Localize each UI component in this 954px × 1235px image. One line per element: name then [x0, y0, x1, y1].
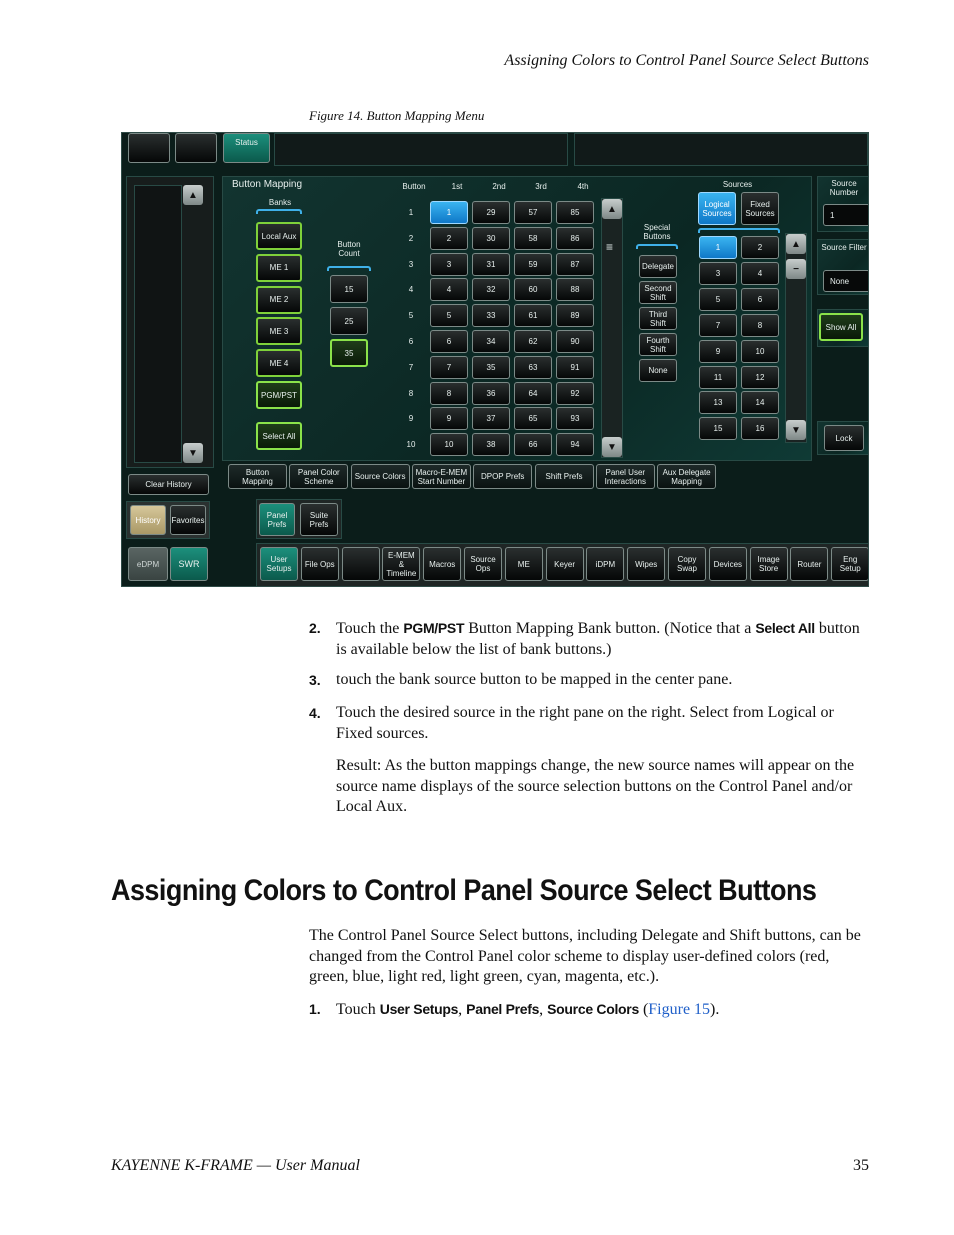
grid-cell-button[interactable]: 34 — [472, 330, 510, 353]
bottom-bar-button[interactable]: Devices — [709, 547, 747, 581]
step-1-number: 1. — [309, 1001, 321, 1017]
source-filter-label: Source Filter — [821, 243, 867, 252]
running-head: Assigning Colors to Control Panel Source Select Buttons — [504, 52, 869, 69]
sources-bracket — [698, 228, 780, 233]
grid-cell-button[interactable]: 10 — [430, 433, 468, 456]
status-label: Status — [235, 138, 258, 147]
source-button[interactable]: 7 — [699, 314, 737, 337]
step-3-number: 3. — [309, 672, 321, 688]
source-button[interactable]: 12 — [741, 366, 779, 389]
grid-cell-button[interactable]: 30 — [472, 227, 510, 250]
tab-button[interactable]: Source Colors — [351, 464, 410, 489]
sources-scroll-down-icon[interactable]: ▼ — [786, 420, 806, 440]
bottom-bar-button[interactable]: Source Ops — [464, 547, 502, 581]
grid-cell-button[interactable]: 4 — [430, 278, 468, 301]
step-3-text: touch the bank source button to be mapped in the center pane. — [336, 671, 733, 688]
grid-cell-button[interactable]: 86 — [556, 227, 594, 250]
grid-cell-button[interactable]: 93 — [556, 407, 594, 430]
special-button[interactable]: Delegate — [639, 255, 677, 278]
grid-cell-button[interactable]: 59 — [514, 253, 552, 276]
step-4-text: Touch the desired source in the right pane on the right. Select from Logical or Fixed sources. — [336, 704, 834, 742]
section-paragraph: The Control Panel Source Select buttons, including Delegate and Shift buttons, can be changed from the Control Panel color scheme to display user-defined colors (red, green, blue, light red, light green, cyan, magenta, etc.). — [309, 927, 861, 985]
edpm-button[interactable]: eDPM — [128, 547, 168, 581]
source-button[interactable]: 15 — [699, 417, 737, 440]
button-mapping-screenshot — [121, 132, 869, 587]
fixed-sources-button[interactable]: Fixed Sources — [741, 192, 779, 225]
grid-row-number: 4 — [408, 285, 414, 295]
sources-minus-icon[interactable]: − — [786, 259, 806, 279]
grid-cell-button[interactable]: 60 — [514, 278, 552, 301]
tab-button[interactable]: DPOP Prefs — [473, 464, 532, 489]
grid-cell-button[interactable]: 66 — [514, 433, 552, 456]
grid-column-header: 1st — [451, 182, 463, 191]
grid-row-number: 7 — [408, 362, 414, 372]
select-all-label: Select All — [755, 620, 815, 636]
source-colors-label: Source Colors — [547, 1001, 639, 1017]
grid-cell-button[interactable]: 31 — [472, 253, 510, 276]
grid-cell-button[interactable]: 38 — [472, 433, 510, 456]
source-button[interactable]: 8 — [741, 314, 779, 337]
panel-prefs-tab[interactable]: Panel Prefs — [259, 503, 295, 536]
special-button[interactable]: Fourth Shift — [639, 333, 677, 356]
step-1-close: ). — [710, 1001, 720, 1018]
grid-row-number: 3 — [408, 259, 414, 269]
status-button[interactable] — [223, 133, 270, 163]
grid-cell-button[interactable]: 90 — [556, 330, 594, 353]
step-2-post: button is available below the list of bank buttons.) — [336, 620, 860, 658]
bottom-bar-button[interactable]: E-MEM & Timeline — [382, 547, 420, 581]
grid-cell-button[interactable]: 8 — [430, 382, 468, 405]
grid-row-number: 10 — [406, 440, 416, 450]
bank-button[interactable]: ME 2 — [256, 286, 302, 314]
suite-prefs-tab[interactable]: Suite Prefs — [300, 503, 338, 536]
tab-button[interactable]: Panel Color Scheme — [289, 464, 348, 489]
grid-cell-button[interactable]: 85 — [556, 201, 594, 224]
bank-button[interactable]: Local Aux — [256, 222, 302, 250]
grid-cell-button[interactable]: 3 — [430, 253, 468, 276]
bottom-bar-button[interactable]: Keyer — [546, 547, 584, 581]
grid-cell-button[interactable]: 9 — [430, 407, 468, 430]
bank-button[interactable]: ME 3 — [256, 317, 302, 345]
source-button[interactable]: 5 — [699, 288, 737, 311]
panel-title: Button Mapping — [232, 179, 303, 190]
grid-cell-button[interactable]: 64 — [514, 382, 552, 405]
bottom-bar-button[interactable]: Router — [790, 547, 828, 581]
grid-cell-button[interactable]: 91 — [556, 356, 594, 379]
source-number-field[interactable]: 1 — [823, 204, 869, 226]
step-4-number: 4. — [309, 705, 321, 721]
top-display-1 — [274, 133, 568, 166]
grid-cell-button[interactable]: 94 — [556, 433, 594, 456]
source-button[interactable]: 4 — [741, 262, 779, 285]
source-button[interactable]: 10 — [741, 340, 779, 363]
pgm-pst-label: PGM/PST — [403, 620, 465, 636]
favorites-button[interactable]: Favorites — [170, 505, 206, 535]
select-all-button[interactable]: Select All — [256, 422, 302, 450]
source-button[interactable]: 14 — [741, 391, 779, 414]
source-button[interactable]: 2 — [741, 236, 779, 259]
grid-scroll-up-icon[interactable]: ▲ — [602, 199, 622, 219]
special-button[interactable]: None — [639, 359, 677, 382]
bank-button[interactable]: PGM/PST — [256, 381, 302, 409]
figure-15-link[interactable]: Figure 15 — [648, 1001, 711, 1018]
grid-column-header: Button — [402, 182, 426, 191]
bottom-bar-button[interactable]: Wipes — [627, 547, 665, 581]
special-button[interactable]: Third Shift — [639, 307, 677, 330]
bottom-bar-button[interactable]: User Setups — [260, 547, 298, 581]
show-all-button[interactable]: Show All — [819, 313, 863, 341]
banks-bracket — [256, 209, 302, 214]
bottom-bar-button[interactable]: Copy Swap — [668, 547, 706, 581]
grid-row-number: 2 — [408, 233, 414, 243]
bottom-bar-button[interactable]: Macros — [423, 547, 461, 581]
source-button[interactable]: 16 — [741, 417, 779, 440]
grid-scrollbar[interactable] — [601, 198, 623, 458]
grid-cell-button[interactable]: 35 — [472, 356, 510, 379]
grid-cell-button[interactable]: 65 — [514, 407, 552, 430]
grid-cell-button[interactable]: 62 — [514, 330, 552, 353]
special-bracket — [636, 244, 678, 249]
grid-cell-button[interactable]: 5 — [430, 304, 468, 327]
grid-cell-button[interactable]: 32 — [472, 278, 510, 301]
step-1-text — [336, 999, 871, 1021]
bank-button[interactable]: ME 4 — [256, 349, 302, 377]
top-slot-2[interactable] — [175, 133, 217, 163]
grid-scroll-down-icon[interactable]: ▼ — [602, 437, 622, 457]
bottom-bar-button[interactable]: File Ops — [301, 547, 339, 581]
source-filter-field[interactable]: None — [823, 270, 869, 292]
source-button[interactable]: 9 — [699, 340, 737, 363]
button-count-option[interactable]: 15 — [330, 275, 368, 303]
grid-row-number: 8 — [408, 388, 414, 398]
step-2-number: 2. — [309, 620, 321, 636]
tab-button[interactable]: Macro-E-MEM Start Number — [412, 464, 471, 489]
bottom-bar-button[interactable] — [342, 547, 380, 581]
sources-scroll-up-icon[interactable]: ▲ — [786, 234, 806, 254]
tab-button[interactable]: Shift Prefs — [535, 464, 594, 489]
button-count-option[interactable]: 35 — [330, 339, 368, 367]
lock-button[interactable]: Lock — [824, 425, 864, 451]
scroll-down-icon[interactable]: ▼ — [183, 443, 203, 463]
top-slot-1[interactable] — [128, 133, 170, 163]
logical-sources-button[interactable]: Logical Sources — [698, 192, 736, 225]
clear-history-button[interactable]: Clear History — [128, 474, 209, 495]
top-display-2 — [574, 133, 868, 166]
special-button[interactable]: Second Shift — [639, 281, 677, 304]
grid-cell-button[interactable]: 57 — [514, 201, 552, 224]
special-buttons-label: Special Buttons — [643, 223, 671, 241]
bank-button[interactable]: ME 1 — [256, 254, 302, 282]
banks-label: Banks — [268, 198, 292, 207]
grid-cell-button[interactable]: 2 — [430, 227, 468, 250]
grid-cell-button[interactable]: 87 — [556, 253, 594, 276]
grid-cell-button[interactable]: 89 — [556, 304, 594, 327]
button-count-bracket — [327, 266, 371, 271]
step-1-sep2: , — [539, 1001, 548, 1018]
grid-cell-button[interactable]: 33 — [472, 304, 510, 327]
figure-caption: Figure 14. Button Mapping Menu — [309, 108, 485, 123]
swr-button[interactable]: SWR — [170, 547, 208, 581]
step-1-open: ( — [638, 1001, 649, 1018]
history-button[interactable]: History — [130, 505, 166, 535]
grid-column-header: 2nd — [492, 182, 506, 191]
left-list — [134, 185, 182, 463]
step-2-pre: Touch the — [336, 620, 404, 637]
step-2-mid: Button Mapping Bank button. (Notice that a — [464, 620, 756, 637]
page-number: 35 — [853, 1157, 869, 1174]
button-count-option[interactable]: 25 — [330, 307, 368, 335]
bottom-bar-button[interactable]: ME — [505, 547, 543, 581]
result-text: Result: As the button mappings change, the new source names will appear on the source name displays of the source selection buttons on the Control Panel and/or Local Aux. — [336, 757, 855, 815]
footer-manual-title: KAYENNE K-FRAME — User Manual — [111, 1157, 360, 1174]
step-1-pre: Touch — [336, 1001, 380, 1018]
bottom-bar-button[interactable]: Image Store — [750, 547, 788, 581]
tab-button[interactable]: Button Mapping — [228, 464, 287, 489]
step-2-text — [336, 618, 871, 660]
source-number-label: Source Number — [829, 179, 859, 197]
source-button[interactable]: 6 — [741, 288, 779, 311]
scroll-up-icon[interactable]: ▲ — [183, 185, 203, 205]
sources-label: Sources — [722, 180, 753, 189]
step-1-sep1: , — [458, 1001, 467, 1018]
grid-cell-button[interactable]: 29 — [472, 201, 510, 224]
grid-row-number: 1 — [408, 208, 414, 217]
source-button[interactable]: 1 — [699, 236, 737, 259]
source-button[interactable]: 13 — [699, 391, 737, 414]
bottom-bar-button[interactable]: iDPM — [586, 547, 624, 581]
grid-row-number: 6 — [408, 337, 414, 346]
source-button[interactable]: 3 — [699, 262, 737, 285]
grid-row-number: 5 — [408, 311, 414, 321]
grid-cell-button[interactable]: 63 — [514, 356, 552, 379]
grid-cell-button[interactable]: 1 — [430, 201, 468, 224]
grid-column-header: 4th — [577, 182, 589, 191]
tab-button[interactable]: Aux Delegate Mapping — [657, 464, 716, 489]
panel-prefs-label: Panel Prefs — [466, 1001, 540, 1017]
grid-cell-button[interactable]: 61 — [514, 304, 552, 327]
grid-cell-button[interactable]: 58 — [514, 227, 552, 250]
scroll-handle-icon[interactable]: ≡ — [606, 240, 614, 254]
grid-cell-button[interactable]: 37 — [472, 407, 510, 430]
grid-cell-button[interactable]: 92 — [556, 382, 594, 405]
grid-cell-button[interactable]: 36 — [472, 382, 510, 405]
bottom-bar-button[interactable]: Eng Setup — [831, 547, 869, 581]
section-heading: Assigning Colors to Control Panel Source Select Buttons — [111, 874, 817, 907]
user-setups-label: User Setups — [379, 1001, 459, 1017]
grid-cell-button[interactable]: 7 — [430, 356, 468, 379]
grid-cell-button[interactable]: 6 — [430, 330, 468, 353]
button-count-label: Button Count — [337, 240, 361, 258]
tab-button[interactable]: Panel User Interactions — [596, 464, 655, 489]
grid-row-number: 9 — [408, 414, 414, 424]
grid-cell-button[interactable]: 88 — [556, 278, 594, 301]
grid-column-header: 3rd — [535, 182, 547, 191]
source-button[interactable]: 11 — [699, 366, 737, 389]
